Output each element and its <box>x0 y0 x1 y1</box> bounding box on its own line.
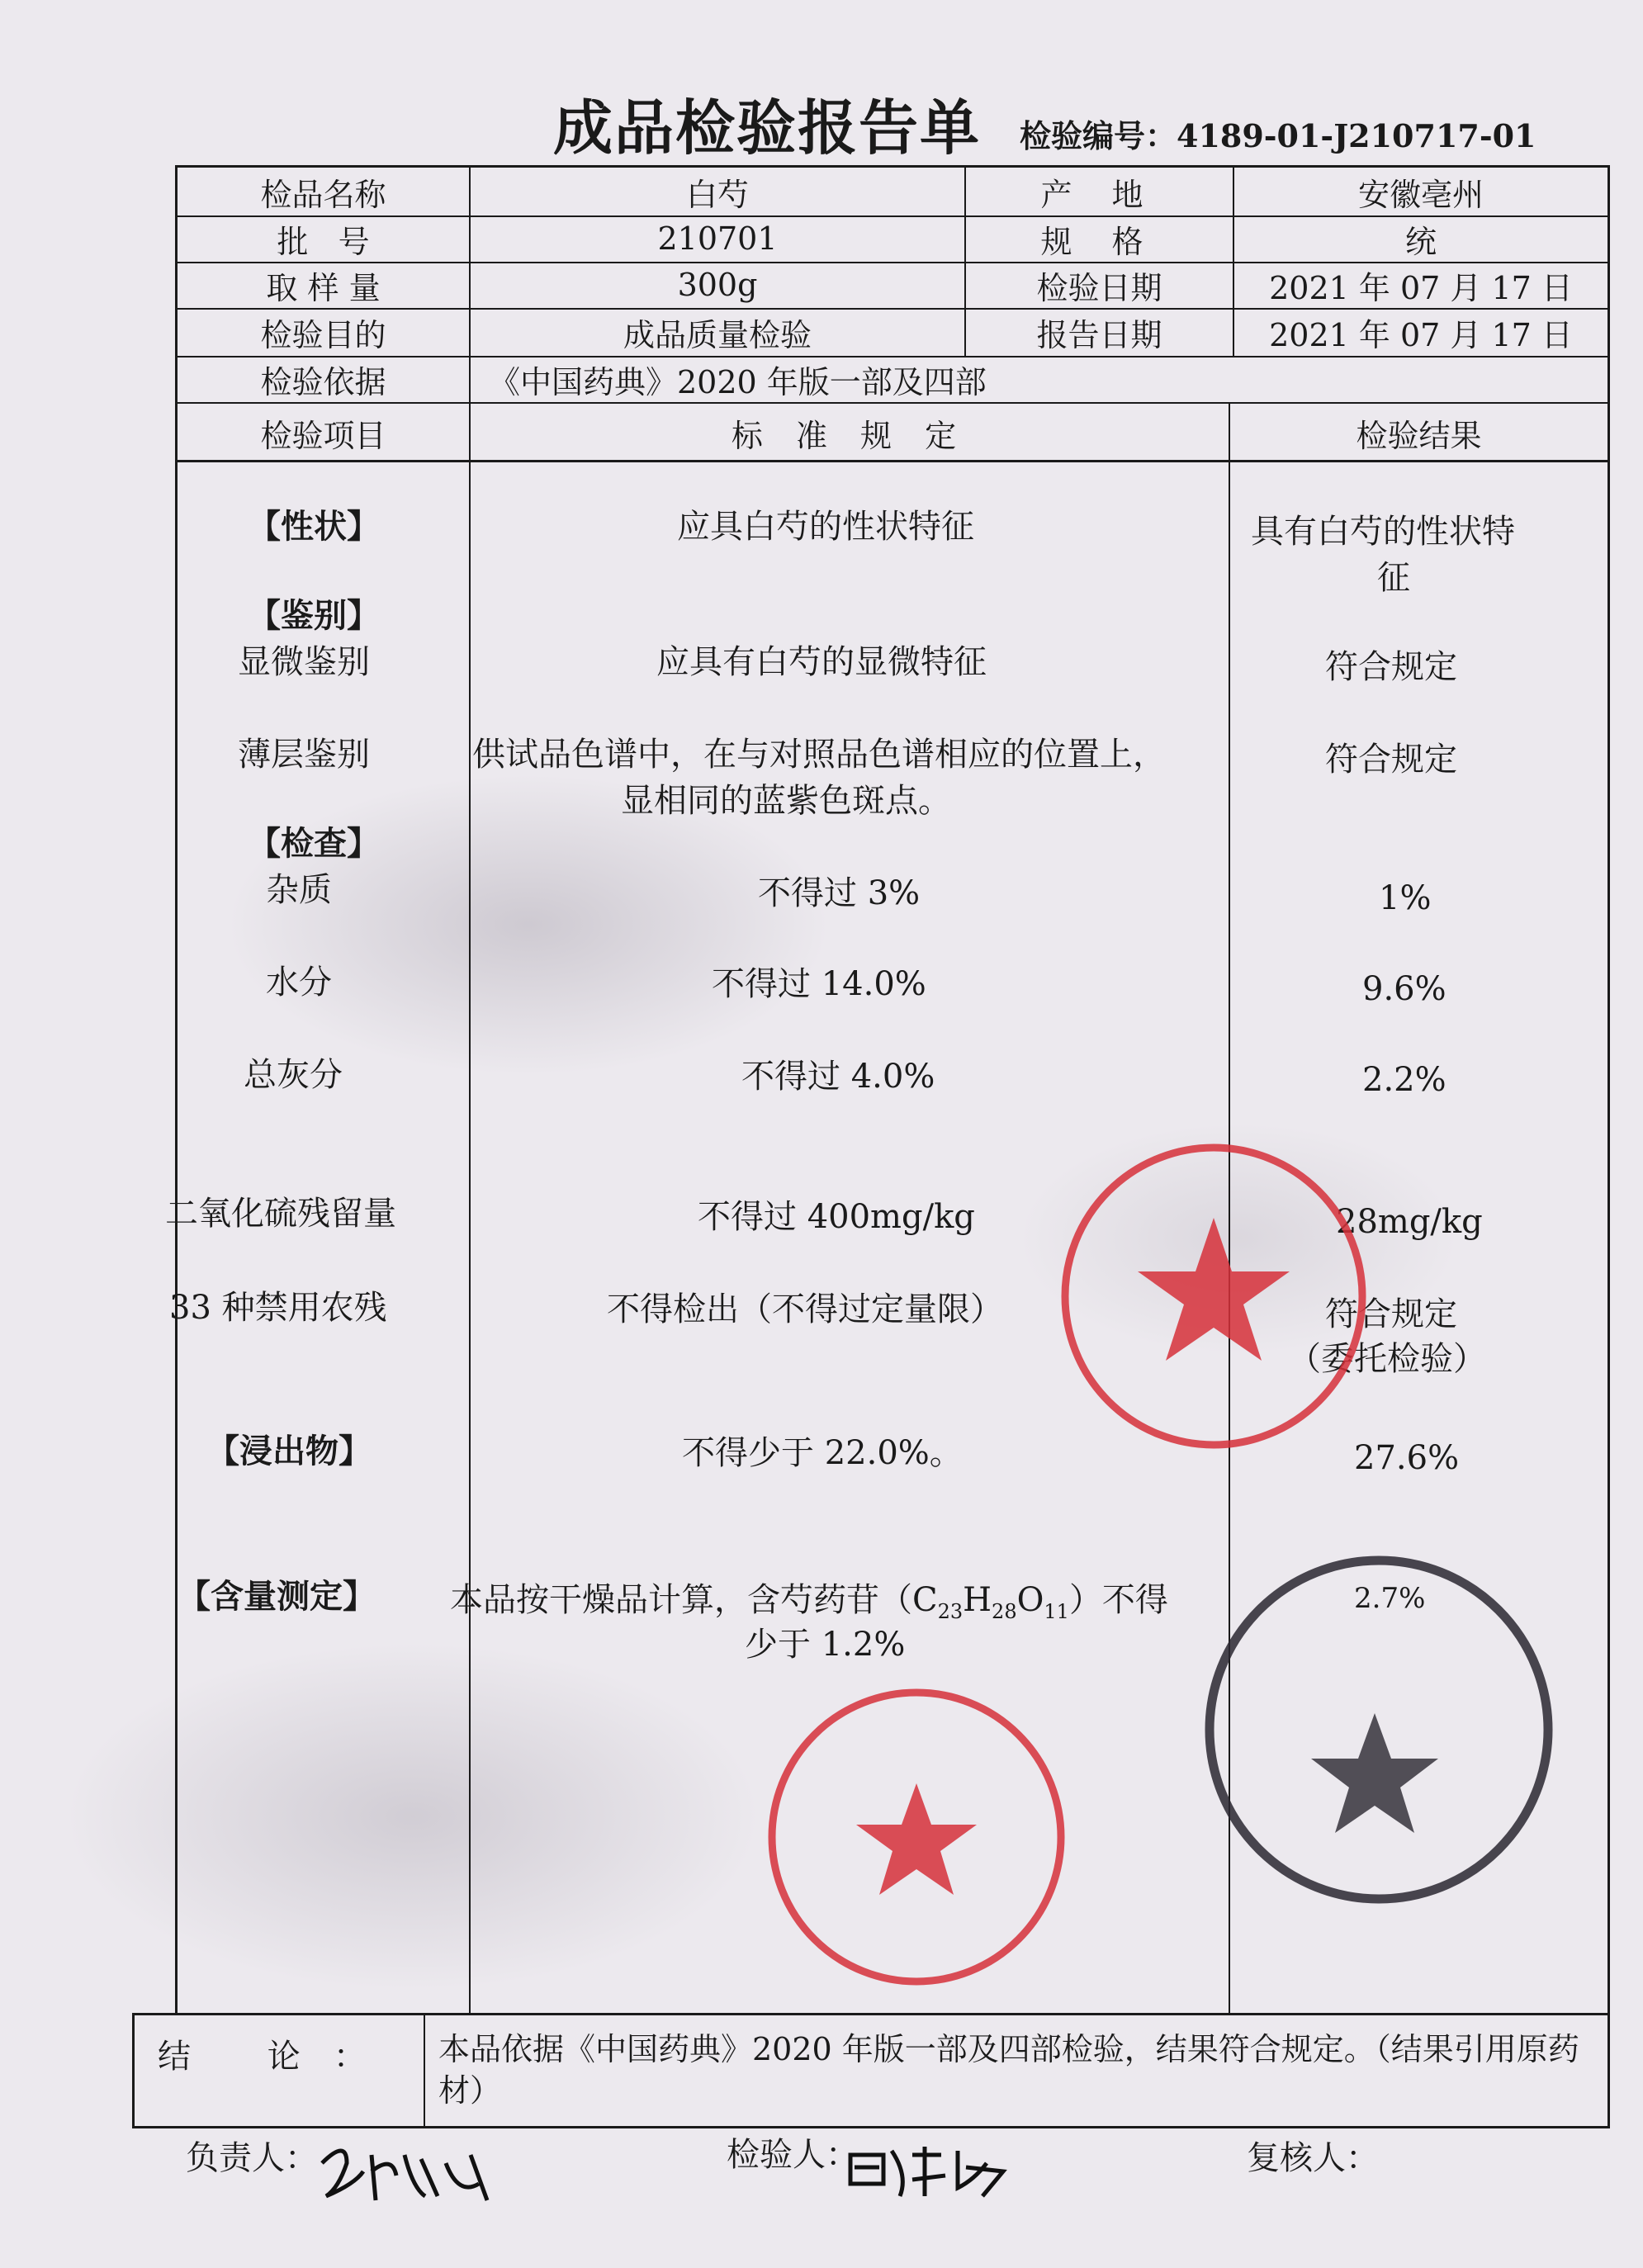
row-tlc-standard: 供试品色谱中，在与对照品色谱相应的位置上， <box>472 736 1166 774</box>
row-assay-item: 【含量测定】 <box>178 1577 376 1616</box>
header-row-basis <box>178 356 1607 404</box>
report-number-value: 4189-01-J210717-01 <box>1177 117 1536 154</box>
spec-value: 统 <box>1404 223 1437 260</box>
row-pesticide-standard: 不得检出（不得过定量限） <box>607 1290 1003 1328</box>
row-moisture-standard: 不得过 14.0% <box>712 965 926 1003</box>
name-label: 检品名称 <box>178 168 471 215</box>
column-divider <box>469 461 471 2013</box>
row-tlc-item: 薄层鉴别 <box>238 736 370 774</box>
row-ash-standard: 不得过 4.0% <box>741 1058 935 1096</box>
row-impurity-result: 1% <box>1379 879 1432 917</box>
report-title: 成品检验报告单 <box>553 92 982 163</box>
test-date-label: 检验日期 <box>966 262 1234 308</box>
subscript: 28 <box>992 1600 1017 1623</box>
row-so2-item: 二氧化硫残留量 <box>165 1195 396 1233</box>
assay-text: ）不得 <box>1068 1581 1168 1619</box>
col-result-heading: 检验结果 <box>1356 417 1482 454</box>
row-so2-result: 28mg/kg <box>1336 1203 1483 1241</box>
header-row-batch <box>178 215 1607 263</box>
spec-label: 规 格 <box>966 215 1234 262</box>
conclusion-box <box>132 2013 1610 2128</box>
row-appearance-result: 具有白芍的性状特 <box>1251 513 1515 551</box>
col-item-heading: 检验项目 <box>178 402 471 463</box>
row-assay-standard-2: 少于 1.2% <box>745 1626 906 1664</box>
responsible-label: 负责人： <box>186 2139 318 2177</box>
row-moisture-item: 水分 <box>266 964 332 1001</box>
purpose-value: 成品质量检验 <box>471 308 966 356</box>
batch-value: 210701 <box>471 215 966 262</box>
conclusion-text: 本品依据《中国药典》2020 年版一部及四部检验，结果符合规定。（结果引用原药材） <box>438 2031 1579 2109</box>
conclusion-divider <box>424 2015 425 2126</box>
inspector-signature <box>842 2138 1024 2204</box>
assay-text: 本品按干燥品计算，含芍药苷（C <box>450 1581 938 1619</box>
header-row-sample <box>178 262 1607 310</box>
row-moisture-result: 9.6% <box>1362 970 1447 1008</box>
company-seal-2 <box>764 1684 1069 1990</box>
assay-text: H <box>963 1581 992 1619</box>
reviewer-label: 复核人： <box>1247 2139 1379 2177</box>
report-date-value: 2021 年 07 月 17 日 <box>1269 316 1573 353</box>
basis-value: 《中国药典》2020 年版一部及四部 <box>489 363 987 400</box>
purpose-label: 检验目的 <box>178 308 471 356</box>
report-number-label: 检验编号： <box>1020 117 1177 154</box>
row-pesticide-result-2: （委托检验） <box>1288 1340 1486 1378</box>
test-date-value: 2021 年 07 月 17 日 <box>1269 269 1573 306</box>
row-impurity-standard: 不得过 3% <box>758 874 921 912</box>
row-pesticide-item: 33 种禁用农残 <box>169 1289 387 1327</box>
report-date-label: 报告日期 <box>966 308 1234 356</box>
cropped-top-text <box>248 0 611 15</box>
subscript: 11 <box>1044 1600 1069 1623</box>
row-impurity-item: 杂质 <box>266 871 332 909</box>
row-appearance-standard: 应具白芍的性状特征 <box>677 508 974 546</box>
row-microscopic-standard: 应具有白芍的显微特征 <box>656 643 987 681</box>
row-extract-item: 【浸出物】 <box>206 1432 372 1470</box>
row-microscopic-item: 显微鉴别 <box>238 643 370 681</box>
row-microscopic-result: 符合规定 <box>1325 648 1457 686</box>
report-number <box>1020 111 1536 161</box>
subscript: 23 <box>937 1600 964 1623</box>
header-row-columns <box>178 402 1607 463</box>
batch-label: 批 号 <box>178 215 471 262</box>
name-value: 白芍 <box>471 168 966 215</box>
conclusion-label: 结 论： <box>158 2038 400 2076</box>
row-extract-standard: 不得少于 22.0%。 <box>682 1434 963 1472</box>
section-identification: 【鉴别】 <box>248 596 380 635</box>
sample-value: 300g <box>471 262 966 308</box>
origin-label: 产 地 <box>966 168 1234 215</box>
sample-label: 取 样 量 <box>178 262 471 308</box>
responsible-signature <box>314 2138 512 2213</box>
company-seal-3 <box>1197 1548 1560 1911</box>
basis-label: 检验依据 <box>178 356 471 402</box>
header-row-purpose <box>178 308 1607 357</box>
header-table <box>175 165 1610 462</box>
row-appearance-item: 【性状】 <box>248 507 380 546</box>
company-seal-1 <box>1057 1139 1371 1453</box>
inspector-label: 检验人： <box>727 2136 859 2174</box>
col-standard-heading: 标 准 规 定 <box>471 402 1230 463</box>
row-ash-result: 2.2% <box>1362 1061 1447 1099</box>
row-ash-item: 总灰分 <box>244 1056 343 1094</box>
row-so2-standard: 不得过 400mg/kg <box>698 1198 975 1236</box>
row-pesticide-result: 符合规定 <box>1325 1295 1457 1333</box>
row-appearance-result-2: 征 <box>1377 559 1410 597</box>
row-tlc-standard-2: 显相同的蓝紫色斑点。 <box>621 782 951 820</box>
assay-text: O <box>1016 1581 1044 1619</box>
origin-value: 安徽亳州 <box>1357 176 1484 213</box>
header-row-name <box>178 168 1607 217</box>
row-assay-result: 2.7% <box>1354 1582 1426 1615</box>
row-tlc-result: 符合规定 <box>1325 741 1457 779</box>
row-extract-result: 27.6% <box>1354 1439 1460 1477</box>
section-inspection: 【检查】 <box>248 824 380 863</box>
